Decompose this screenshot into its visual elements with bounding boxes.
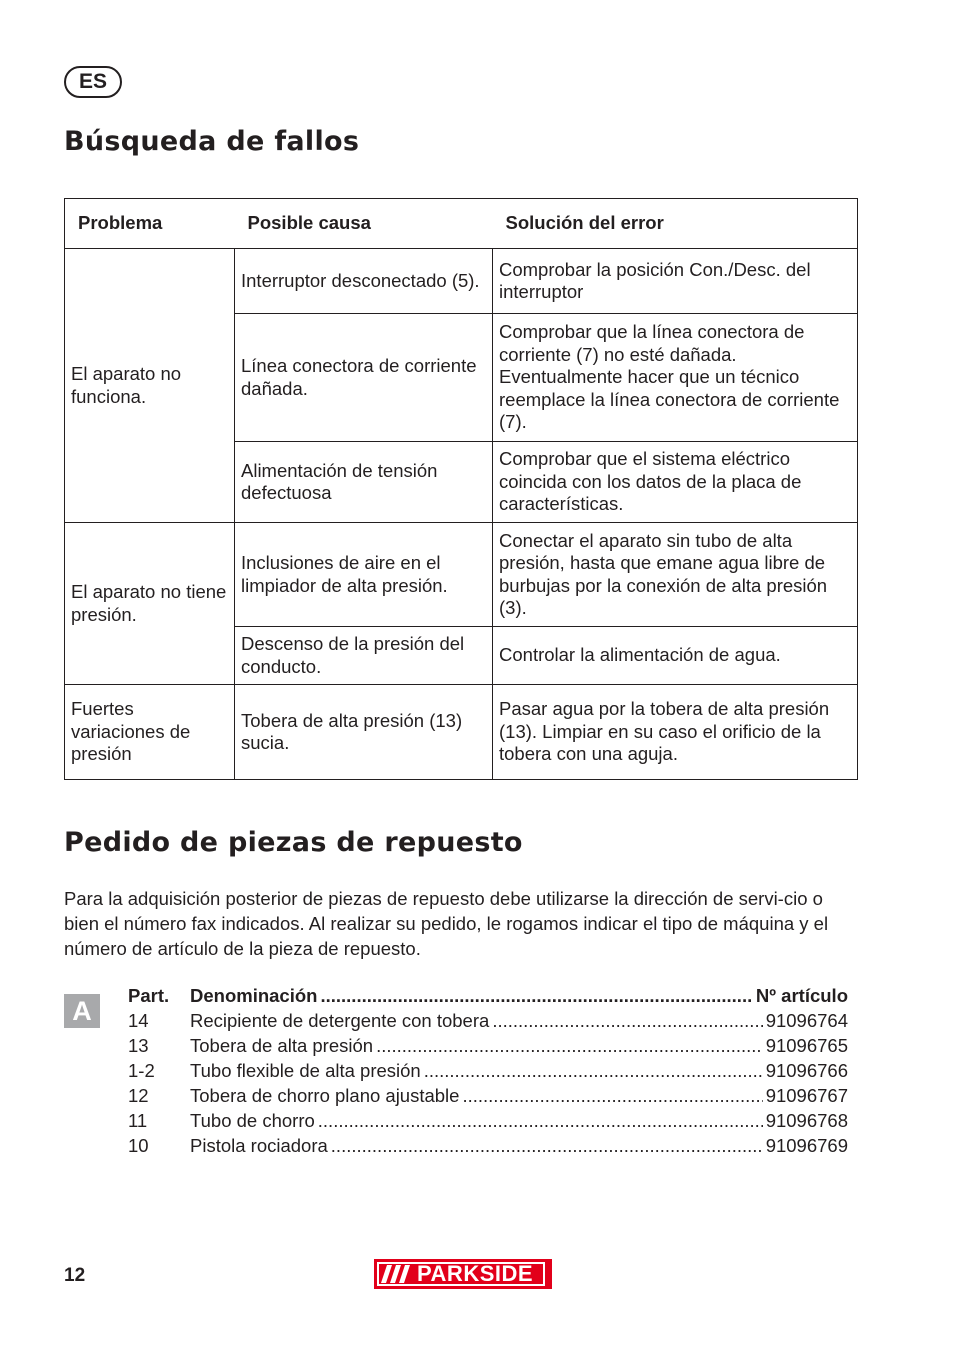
cause-cell: Interruptor desconectado (5). [235, 249, 493, 314]
article-number: 91096765 [765, 1035, 848, 1056]
page-number: 12 [64, 1265, 86, 1286]
leader-dots [376, 1035, 763, 1057]
parts-header-name: Denominación [190, 985, 318, 1006]
table-header-row [65, 199, 858, 249]
problem-cell: Fuertes variaciones de presión [65, 685, 235, 780]
part-name: Recipiente de detergente con tobera [190, 1010, 490, 1031]
parts-header-article: Nº artículo [755, 985, 848, 1006]
leader-dots [331, 1135, 763, 1157]
parts-list [128, 985, 848, 1160]
spare-parts-intro: Para la adquisición posterior de piezas de repuesto debe utilizarse la dirección de servi-cio o bien el número fax indicados. Al realizar su pedido, le rogamos indicar el tipo de máquina y el número de artículo de la pieza de repuesto. [64, 888, 829, 959]
leader-dots [320, 985, 752, 1007]
article-number: 91096764 [765, 1010, 848, 1031]
leader-dots [492, 1010, 762, 1032]
part-number: 10 [128, 1135, 149, 1156]
cause-cell: Inclusiones de aire en el limpiador de alta presión. [235, 523, 493, 627]
table-row [65, 249, 858, 314]
article-number: 91096768 [765, 1110, 848, 1131]
header-cause: Posible causa [235, 199, 493, 249]
solution-cell: Comprobar que la línea conectora de corriente (7) no esté dañada. Eventualmente hacer que un técnico reemplace la línea conectora de corriente (7). [493, 314, 858, 442]
leader-dots [424, 1060, 763, 1082]
solution-cell: Pasar agua por la tobera de alta presión (13). Limpiar en su caso el orificio de la tobera con una aguja. [493, 685, 858, 780]
language-badge: ES [64, 66, 122, 98]
part-name: Tubo flexible de alta presión [190, 1060, 421, 1081]
brand-name: PARKSIDE [417, 1261, 534, 1286]
problem-cell: El aparato no funciona. [65, 249, 235, 523]
cause-cell: Descenso de la presión del conducto. [235, 627, 493, 685]
problem-cell: El aparato no tiene presión. [65, 523, 235, 685]
leader-dots [462, 1085, 762, 1107]
table-row [65, 523, 858, 627]
solution-cell: Comprobar que el sistema eléctrico coincida con los datos de la placa de características. [493, 442, 858, 523]
article-number: 91096767 [765, 1085, 848, 1106]
part-number: 12 [128, 1085, 149, 1106]
part-name: Tubo de chorro [190, 1110, 315, 1131]
brand-logo [374, 1259, 552, 1289]
parts-header-row [128, 985, 848, 1010]
article-number: 91096766 [765, 1060, 848, 1081]
solution-cell: Conectar el aparato sin tubo de alta presión, hasta que emane agua libre de burbujas por la conexión de alta presión (3). [493, 523, 858, 627]
leader-dots [318, 1110, 763, 1132]
section-title-troubleshooting: Búsqueda de fallos [64, 126, 360, 157]
list-item [128, 1085, 848, 1110]
list-item [128, 1035, 848, 1060]
solution-cell: Comprobar la posición Con./Desc. del interruptor [493, 249, 858, 314]
header-problem: Problema [65, 199, 235, 249]
section-title-spare-parts: Pedido de piezas de repuesto [64, 827, 523, 858]
part-number: 11 [128, 1110, 148, 1131]
troubleshooting-table [64, 198, 858, 780]
logo-stripes-icon [381, 1265, 417, 1283]
part-number: 14 [128, 1010, 149, 1031]
header-solution: Solución del error [493, 199, 858, 249]
part-number: 1-2 [128, 1060, 155, 1081]
list-item [128, 1110, 848, 1135]
figure-label-badge: A [64, 994, 100, 1028]
part-name: Tobera de alta presión [190, 1035, 374, 1056]
solution-cell: Controlar la alimentación de agua. [493, 627, 858, 685]
list-item [128, 1135, 848, 1160]
parts-header-part: Part. [128, 985, 170, 1006]
article-number: 91096769 [765, 1135, 848, 1156]
part-name: Pistola rociadora [190, 1135, 328, 1156]
cause-cell: Línea conectora de corriente dañada. [235, 314, 493, 442]
list-item [128, 1060, 848, 1085]
part-number: 13 [128, 1035, 149, 1056]
list-item [128, 1010, 848, 1035]
table-row [65, 685, 858, 780]
cause-cell: Tobera de alta presión (13) sucia. [235, 685, 493, 780]
part-name: Tobera de chorro plano ajustable [190, 1085, 460, 1106]
cause-cell: Alimentación de tensión defectuosa [235, 442, 493, 523]
